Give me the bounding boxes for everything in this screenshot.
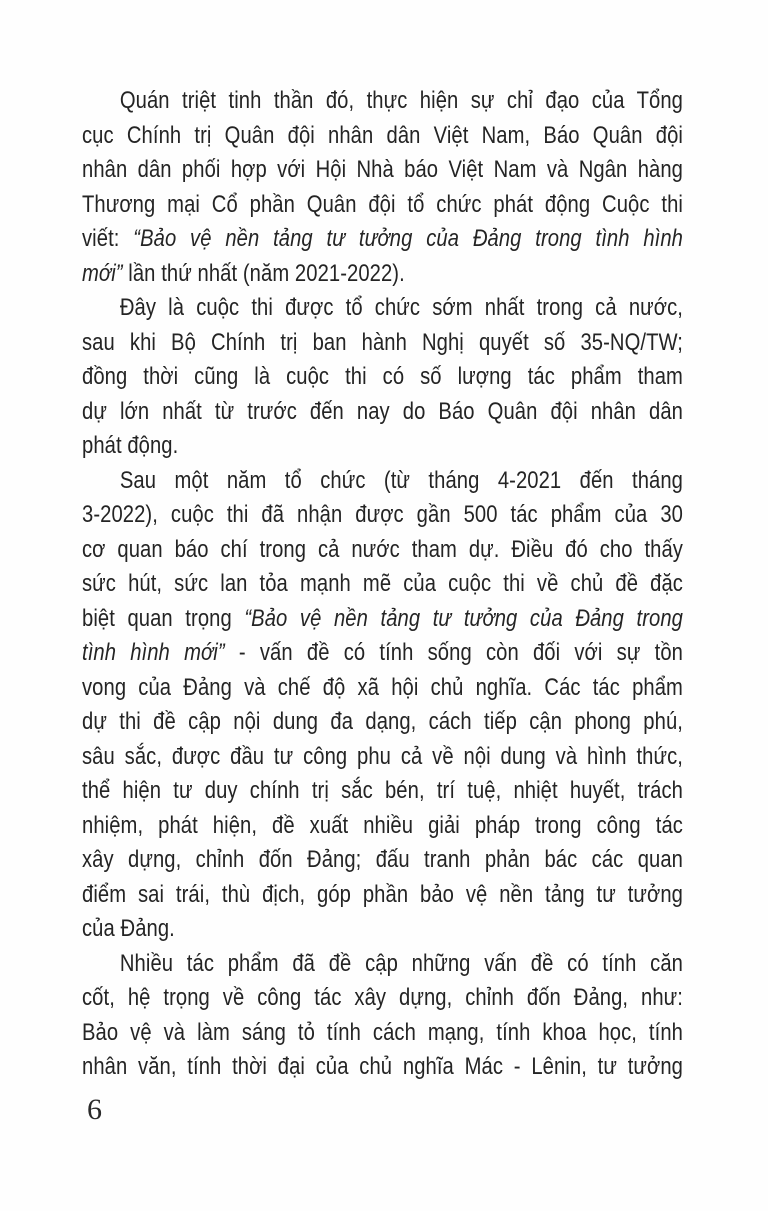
text-line — [82, 257, 683, 292]
text-segment: cơ quan báo chí trong cả nước tham dự. Điều đó cho thấy — [82, 535, 683, 563]
text-segment: nhân dân phối hợp với Hội Nhà báo Việt Nam và Ngân hàng — [82, 156, 683, 183]
text-column — [82, 84, 683, 1085]
text-line — [82, 188, 683, 223]
text-line — [82, 395, 683, 430]
text-segment: sâu sắc, được đầu tư công phu cả về nội dung và hình thức, — [82, 742, 683, 770]
text-segment: vong của Đảng và chế độ xã hội chủ nghĩa. Các tác phẩm — [82, 673, 683, 701]
text-segment: Nhiều tác phẩm đã đề cập những vấn đề có tính căn — [119, 949, 683, 977]
text-line — [82, 360, 683, 395]
text-segment: đồng thời cũng là cuộc thi có số lượng tác phẩm tham — [82, 363, 683, 390]
paragraph — [82, 291, 683, 464]
text-line — [82, 153, 683, 188]
paragraph — [82, 947, 683, 1085]
text-line — [82, 1016, 683, 1051]
text-line — [82, 947, 683, 982]
text-segment: của Đảng. — [82, 915, 175, 942]
text-segment: nhiệm, phát hiện, đề xuất nhiều giải pháp trong công tác — [82, 811, 683, 839]
text-line — [82, 981, 683, 1016]
text-segment: Bảo vệ và làm sáng tỏ tính cách mạng, tính khoa học, tính — [82, 1018, 683, 1046]
text-line — [82, 567, 683, 602]
text-segment: viết: — [82, 225, 134, 252]
text-line — [82, 774, 683, 809]
text-segment: biệt quan trọng — [82, 604, 245, 632]
italic-text-segment: “Bảo vệ nền tảng tư tưởng của Đảng trong tình hình — [133, 225, 683, 252]
text-line — [82, 222, 683, 257]
text-line — [82, 912, 683, 947]
italic-text-segment: tình hình mới” — [82, 639, 225, 666]
text-segment: sức hút, sức lan tỏa mạnh mẽ của cuộc thi về chủ đề đặc — [82, 570, 683, 597]
text-line — [82, 533, 683, 568]
text-segment: điểm sai trái, thù địch, góp phần bảo vệ nền tảng tư tưởng — [82, 880, 683, 908]
paragraph — [82, 464, 683, 947]
text-segment: dự thi đề cập nội dung đa dạng, cách tiếp cận phong phú, — [82, 708, 683, 735]
text-segment: Sau một năm tổ chức (từ tháng 4-2021 đến tháng — [119, 466, 683, 494]
text-segment: cốt, hệ trọng về công tác xây dựng, chỉnh đốn Đảng, như: — [82, 984, 683, 1011]
italic-text-segment: “Bảo vệ nền tảng tư tưởng của Đảng trong — [244, 604, 683, 632]
text-line — [82, 84, 683, 119]
text-segment: Đây là cuộc thi được tổ chức sớm nhất trong cả nước, — [119, 294, 683, 321]
text-line — [82, 843, 683, 878]
text-segment: nhân văn, tính thời đại của chủ nghĩa Mác - Lênin, tư tưởng — [82, 1053, 683, 1080]
text-line — [82, 1050, 683, 1085]
text-line — [82, 429, 683, 464]
text-line — [82, 809, 683, 844]
text-segment: Quán triệt tinh thần đó, thực hiện sự chỉ đạo của Tổng — [119, 87, 683, 114]
text-segment: 3-2022), cuộc thi đã nhận được gần 500 tác phẩm của 30 — [82, 501, 683, 528]
text-segment: - vấn đề có tính sống còn đối với sự tồn — [224, 639, 683, 666]
text-segment: xây dựng, chỉnh đốn Đảng; đấu tranh phản bác các quan — [82, 846, 683, 873]
text-segment: lần thứ nhất (năm 2021-2022). — [122, 259, 405, 287]
text-segment: phát động. — [82, 432, 179, 459]
text-line — [82, 878, 683, 913]
text-line — [82, 464, 683, 499]
text-segment: Thương mại Cổ phần Quân đội tổ chức phát động Cuộc thi — [82, 190, 683, 218]
text-segment: thể hiện tư duy chính trị sắc bén, trí tuệ, nhiệt huyết, trách — [82, 777, 683, 804]
text-line — [82, 671, 683, 706]
text-segment: sau khi Bộ Chính trị ban hành Nghị quyết số 35-NQ/TW; — [82, 328, 683, 356]
text-line — [82, 636, 683, 671]
text-line — [82, 498, 683, 533]
page-body-text — [82, 84, 683, 1085]
page-number: 6 — [87, 1093, 102, 1126]
text-line — [82, 705, 683, 740]
text-segment: cục Chính trị Quân đội nhân dân Việt Nam, Báo Quân đội — [82, 121, 683, 149]
text-line — [82, 119, 683, 154]
text-line — [82, 602, 683, 637]
text-segment: dự lớn nhất từ trước đến nay do Báo Quân đội nhân dân — [82, 397, 683, 425]
italic-text-segment: mới” — [82, 259, 123, 287]
text-line — [82, 740, 683, 775]
text-line — [82, 291, 683, 326]
text-line — [82, 326, 683, 361]
paragraph — [82, 84, 683, 291]
